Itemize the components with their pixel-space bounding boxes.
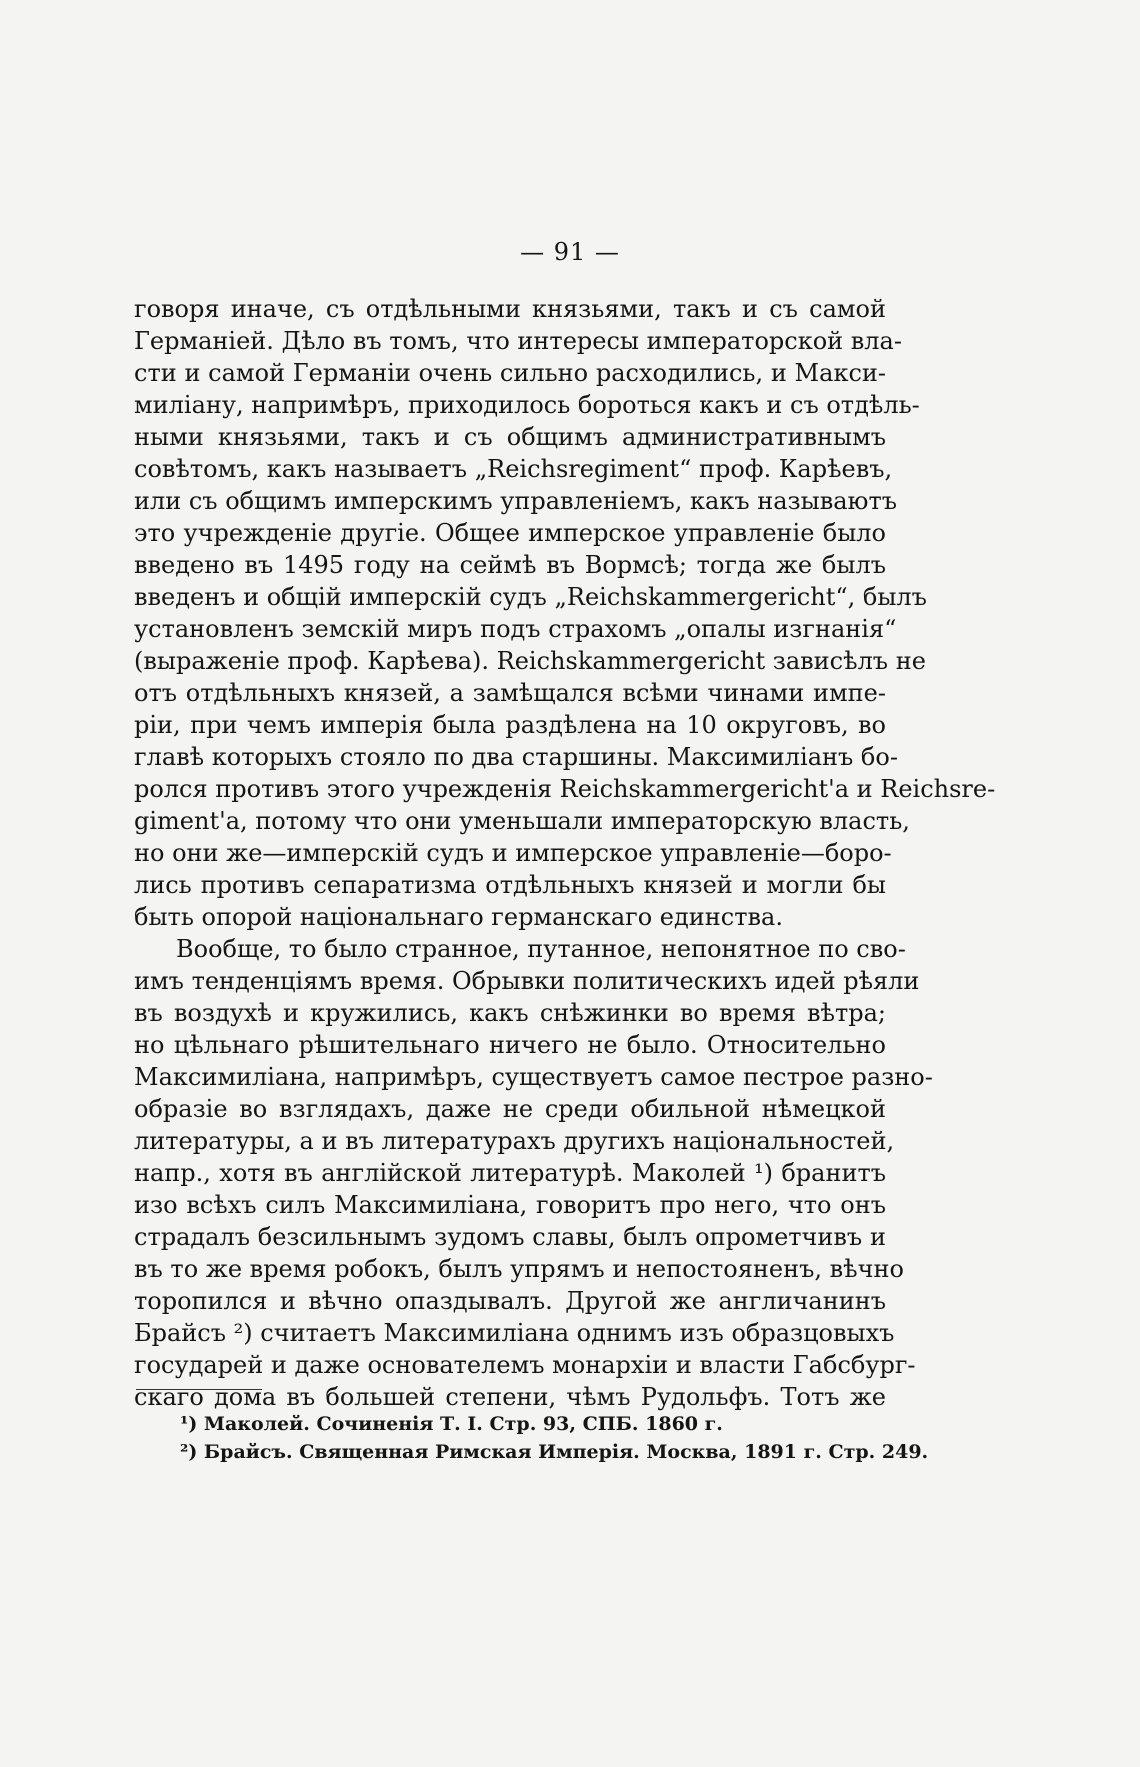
footnote-divider — [136, 1389, 262, 1390]
text-line: (выраженiе проф. Карѣева). Reichskammergericht зависѣлъ не — [134, 647, 926, 675]
page-number: — 91 — — [520, 238, 620, 266]
text-line: или съ общимъ имперскимъ управленiемъ, какъ называютъ — [134, 487, 897, 515]
footnotes — [180, 1410, 929, 1466]
text-line: это учрежденiе другiе. Общее имперское управленiе было — [134, 519, 886, 547]
text-line: отъ отдѣльныхъ князей, а замѣщался всѣми чинами импе- — [134, 679, 886, 707]
body-text — [134, 293, 996, 1413]
text-line: быть опорой нацiональнаго германскаго единства. — [134, 903, 783, 931]
text-line: торопился и вѣчно опаздывалъ. Другой же англичанинъ — [134, 1287, 886, 1315]
text-line: скаго дома въ большей степени, чѣмъ Рудольфъ. Тотъ же — [134, 1383, 886, 1411]
text-line: имъ тенденцiямъ время. Обрывки политическихъ идей рѣяли — [134, 967, 920, 995]
text-line: установленъ земскiй миръ подъ страхомъ „опалы изгнанiя“ — [134, 615, 897, 643]
text-line: ролся противъ этого учрежденiя Reichskammergericht'а и Reichsre- — [134, 775, 996, 803]
text-line: въ воздухѣ и кружились, какъ снѣжинки во время вѣтра; — [134, 999, 886, 1027]
text-line: giment'а, потому что они уменьшали императорскую власть, — [134, 807, 910, 835]
text-line: но цѣльнаго рѣшительнаго ничего не было. Относительно — [134, 1031, 886, 1059]
text-line: Максимилiана, напримѣръ, существуетъ самое пестрое разно- — [134, 1063, 933, 1091]
text-line: Вообще, то было странное, путанное, непонятное по сво- — [176, 935, 906, 963]
text-line: введенъ и общiй имперскiй судъ „Reichskammergericht“, былъ — [134, 583, 927, 611]
text-line: главѣ которыхъ стояло по два старшины. Максимилiанъ бо- — [134, 743, 898, 771]
text-line: милiану, напримѣръ, приходилось бороться какъ и съ отдѣль- — [134, 391, 920, 419]
text-line: но они же—имперскiй судъ и имперское управленiе—боро- — [134, 839, 892, 867]
footnote: ¹) Маколей. Сочиненiя Т. I. Стр. 93, СПБ. 1860 г. — [180, 1413, 723, 1435]
text-line: въ то же время робокъ, былъ упрямъ и непостояненъ, вѣчно — [134, 1255, 904, 1283]
text-line: образiе во взглядахъ, даже не среди обильной нѣмецкой — [134, 1095, 886, 1123]
text-line: страдалъ безсильнымъ зудомъ славы, былъ опрометчивъ и — [134, 1223, 886, 1251]
text-line: литературы, а и въ литературахъ другихъ нацiональностей, — [134, 1127, 895, 1155]
text-line: сти и самой Германiи очень сильно расходились, и Макси- — [134, 359, 886, 387]
paragraph-1 — [134, 293, 996, 933]
text-line: напр., хотя въ англiйской литературѣ. Маколей ¹) бранитъ — [134, 1159, 886, 1187]
text-line: ными князьями, такъ и съ общимъ административнымъ — [134, 423, 886, 451]
text-line: введено въ 1495 году на сеймѣ въ Вормсѣ; тогда же былъ — [134, 551, 886, 579]
text-line: лись противъ сепаратизма отдѣльныхъ князей и могли бы — [134, 871, 886, 899]
paragraph-2 — [134, 933, 933, 1413]
text-line: Брайсъ ²) считаетъ Максимилiана однимъ изъ образцовыхъ — [134, 1319, 895, 1347]
text-line: говоря иначе, съ отдѣльными князьями, такъ и съ самой — [134, 295, 886, 323]
text-line: рiи, при чемъ имперiя была раздѣлена на 10 округовъ, во — [134, 711, 886, 739]
text-line: Германiей. Дѣло въ томъ, что интересы императорской вла- — [134, 327, 902, 355]
footnote: ²) Брайсъ. Священная Римская Имперiя. Москва, 1891 г. Стр. 249. — [180, 1441, 929, 1463]
text-line: изо всѣхъ силъ Максимилiана, говоритъ про него, что онъ — [134, 1191, 886, 1219]
text-line: совѣтомъ, какъ называетъ „Reichsregiment“ проф. Карѣевъ, — [134, 455, 893, 483]
text-line: государей и даже основателемъ монархiи и власти Габсбург- — [134, 1351, 916, 1379]
